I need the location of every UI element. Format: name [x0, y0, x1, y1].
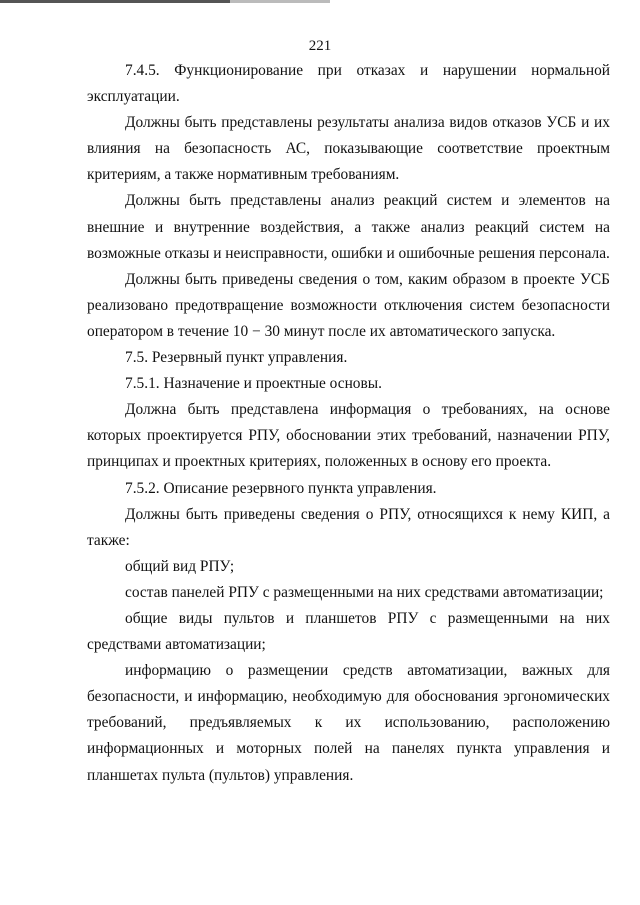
scan-top-rule	[0, 0, 330, 3]
list-item-panel-composition: состав панелей РПУ с размещенными на них средствами автоматизации;	[125, 583, 604, 601]
list-item-consoles-views: общие виды пультов и планшетов РПУ с размещенными на них средствами автоматизации;	[87, 609, 610, 654]
paragraph-rpu-info: Должны быть приведены сведения о РПУ, относящихся к нему КИП, а также:	[87, 505, 610, 549]
page-number: 221	[308, 38, 332, 54]
document-body	[87, 58, 610, 789]
paragraph-failure-analysis: Должны быть представлены результаты анализа видов отказов УСБ и их влияния на безопасность АС, показывающие соответствие проектным критериям, а также нормативным требованиям.	[87, 114, 610, 184]
list-item-general-view: общий вид РПУ;	[125, 557, 235, 575]
section-heading-7-5-2: 7.5.2. Описание резервного пункта управления.	[125, 479, 437, 497]
paragraph-rpu-requirements: Должна быть представлена информация о требованиях, на основе которых проектируется РПУ, обосновании этих требований, назначении РПУ, принципах и проектных критериях, положенных в основу его проекта.	[87, 401, 610, 471]
section-heading-7-5: 7.5. Резервный пункт управления.	[125, 349, 348, 367]
list-item-placement-info: информацию о размещении средств автоматизации, важных для безопасности, и информацию, необходимую для обоснования эргономических требований, предъявляемых к их использованию, расположению информационных и моторных полей на панелях пункта управления и планшетах пульта (пультов) управления.	[87, 662, 610, 784]
section-heading-7-4-5: 7.4.5. Функционирование при отказах и нарушении нормальной эксплуатации.	[87, 62, 610, 106]
paragraph-reaction-analysis: Должны быть представлены анализ реакций систем и элементов на внешние и внутренние воздействия, а также анализ реакций систем на возможные отказы и неисправности, ошибки и ошибочные решения персонала.	[87, 192, 610, 262]
section-heading-7-5-1: 7.5.1. Назначение и проектные основы.	[125, 375, 382, 393]
paragraph-shutdown-prevention: Должны быть приведены сведения о том, каким образом в проекте УСБ реализовано предотвращение возможности отключения систем безопасности оператором в течение 10 − 30 минут после их автоматического запуска.	[87, 270, 610, 340]
